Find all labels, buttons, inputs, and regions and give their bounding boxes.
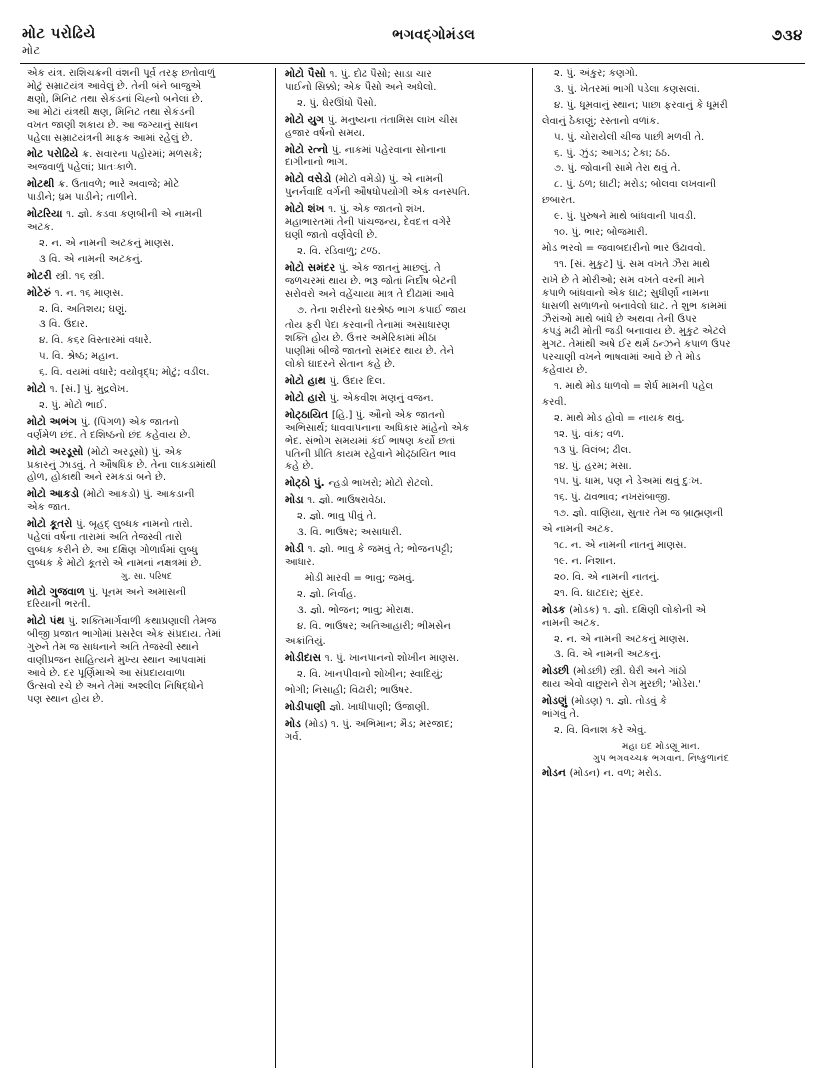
entry-definition: (મોડક) ૧. જ્ઞો. દક્ષિણી લોકોની એ	[569, 604, 707, 616]
dictionary-entry	[27, 287, 266, 301]
dictionary-entry	[542, 695, 780, 722]
entry-definition-continued: ગુરુને તેમ જ સાધનાને અતિ તેજસ્વી સ્થાને	[27, 642, 199, 654]
dictionary-entry	[27, 416, 266, 443]
dictionary-entry	[27, 518, 266, 582]
body-paragraph-line: એક યંત્ર. રાશિચક્રની વંશની પૂર્વ તરફ છતોવાળું	[27, 68, 216, 79]
entry-definition: ન્હડો ભાખરો; મોટો રોટલો.	[328, 478, 434, 490]
entry-definition: (મોડ) ૧. પું. અભિમાન; મૈડ; મરજાદ;	[304, 718, 454, 730]
entry-definition: ક્ર. ઉતાવળે; ભારે અવાજે; મોટે	[58, 179, 180, 191]
entry-sense	[285, 621, 523, 634]
entry-sense-text: ૪. વિ. ભાઉષર; અતિઆહારી; ભીમસેન	[297, 620, 451, 632]
entry-continuation	[542, 524, 780, 537]
entry-definition: પું. શક્તિમાર્ગવાળી કથાપ્રણાલી તેમજ	[68, 616, 217, 628]
entry-definition: (મોટો આકડો) પું. આકડાની	[82, 489, 195, 501]
entry-sense-text: ૨. વિ. અતિશય; ઘણું.	[39, 303, 128, 315]
entry-sense-text: ૧૨. પું. વાંક; વળ.	[554, 428, 625, 440]
entry-definition: પું. (પિંગળ) એક જાતનો	[80, 416, 180, 428]
dictionary-entry	[27, 446, 266, 486]
entry-sense	[285, 246, 523, 259]
dictionary-entry	[285, 375, 523, 389]
entry-definition-continued: હજાર વર્ષનો સમય.	[285, 127, 366, 139]
entry-continuation-line: પરચાણી વખને ભાષવામાં આવે છે તે મોડ	[542, 352, 701, 364]
entry-definition: (મોડણ) ૧. જ્ઞો. તોડવું કે	[570, 696, 667, 708]
entry-definition-continued: પહેલાં વર્ષના તારામાં અતિ તેજસ્વી તારો	[27, 532, 183, 544]
entry-definition-continued: પતિની પ્રીતિ કાયમ રહેવાને મોઢ્ઠાયિત ભાવ	[285, 448, 457, 460]
entry-continuation-line: પાણીમાં બીજે જાતનો સમંદર થાય છે. તેને	[285, 346, 455, 358]
entry-definition: [હિ.] પું. ઔનો એક જાતનો	[331, 409, 445, 421]
entry-sense	[542, 413, 780, 426]
entry-continuation-line: લેવાનું ઠેકાણું; રસ્તાનો વળાંક.	[542, 115, 660, 127]
entry-headword: મોટો સમંદર	[285, 261, 339, 274]
entry-headword: મોડક	[542, 603, 570, 616]
entry-sense-text: ૩. વિ. ભાઉષર; અસાધારી.	[297, 527, 402, 539]
entry-sense-text: ૨. ન. એ નામની અટકનું માણસ.	[554, 633, 690, 645]
entry-sense-text: ૨. વિ. ખાનપીવાનો શોખીન; સ્વાદિયું;	[297, 669, 444, 681]
entry-headword: મોટો પૈસો	[285, 68, 330, 80]
entry-sense	[27, 254, 266, 267]
entry-sense-text: ૨. પું. ઘેરઊંધો પૈસો.	[297, 97, 377, 109]
entry-definition-continued: પાઈનો સિક્કો; એક પૈસો અને અધેલો.	[285, 81, 437, 93]
entry-definition-continued: લુબ્ધક કે મોટો કૂતરો એ નામનાં નક્ષત્રમાં છે.	[27, 557, 202, 569]
body-paragraph	[27, 68, 266, 145]
entry-sense-text: ૨. વિ. રડિવાળુ; ટળ્ઠ.	[297, 245, 381, 257]
entry-definition: ૧. જ્ઞો. ભાવુ કે જમવું તે; ભોજનપટ્ટી;	[307, 544, 454, 555]
entry-sense-text: ૨. જ્ઞો. નિર્વાહ.	[297, 588, 357, 600]
entry-continuation-line: મુગટ. તેમાંથી અષે ઈર થર્મ ઠન્ઝને કપાળ ઉપર	[542, 339, 731, 351]
entry-sense	[542, 132, 780, 145]
entry-sense-text: ૩. પું. ખેતરમાં ભાગી પડેલા કણસલાં.	[554, 83, 700, 95]
entry-definition-continued: સરોવરો અને વહેંચાયા માત્ર તે દીઢામાં આવે	[285, 288, 455, 300]
entry-continuation	[285, 636, 523, 649]
entry-sense-text: ૫. પું. ચોરાયેલી ચીજ પાછી મળવી તે.	[554, 131, 705, 143]
entry-headword: મોડી	[285, 543, 308, 555]
dictionary-entry	[27, 178, 266, 205]
entry-headword: મોટો શંખ	[285, 203, 329, 216]
entry-continuation-line: તોય ફરી પેદા કરવાની તેનામાં અસાધારણ	[285, 320, 451, 332]
entry-continuation	[542, 116, 780, 129]
entry-continuation	[285, 320, 523, 372]
dictionary-entry	[285, 494, 523, 508]
entry-sense	[542, 649, 780, 662]
entry-sense	[27, 238, 266, 251]
entry-definition: (મોડછી) સ્ત્રી. ઘેરી અને ગાંઠો	[572, 666, 687, 678]
entry-sense-text: ૪. પું. ધૂમવાનું સ્થાન; પાછા ફરવાનું કે ધૂમરી	[554, 99, 728, 111]
entry-sense	[542, 556, 780, 569]
entry-sense-text: ૭. પું. જોવાની સામે તેરા થવું તે.	[554, 163, 681, 175]
entry-headword: મોટો કૂતરો	[27, 518, 76, 531]
entry-definition-continued: ઘણી જાતો વર્ણવેલી છે.	[285, 229, 378, 241]
dictionary-entry	[27, 383, 266, 397]
entry-sense-text: ૫. વિ. શ્રેષ્ઠ; મહાન.	[39, 351, 119, 363]
body-paragraph-line: પહેલા સમ્રાટયંત્રની માફક આમાં રહેલું છે.	[27, 132, 193, 144]
entry-continuation	[542, 195, 780, 208]
entry-sense-text: ૧૪. પું. હરમ; મસા.	[554, 460, 632, 472]
entry-headword: મોટેરું	[27, 286, 55, 299]
entry-definition-continued: થાય એવો વાછુરાને રોગ મુરછી; 'મોડેરા.'	[542, 679, 701, 691]
entry-continuation-line: શક્તિ હોય છે. ઉત્તર અમેરિકામાં મીઠા	[285, 333, 437, 345]
entry-phrase	[285, 573, 523, 586]
entry-definition: પું. પૂનમ અને અમાસની	[88, 586, 187, 598]
entry-definition-continued: દરિયાની ભરતી.	[27, 599, 91, 611]
entry-definition: પું. એકવીશ મણનું વજન.	[329, 392, 434, 404]
entry-definition: ક્ર. સવારના પહોરમાં; મળસકે;	[82, 149, 203, 161]
entry-definition: ૧. [સં.] પું. મુદ્રલેખ.	[49, 384, 129, 396]
entry-headword: મોડા	[285, 494, 308, 507]
entry-sense-text: ૨૦. વિ. એ નામની નાતનું.	[554, 571, 660, 583]
dictionary-entry	[27, 270, 266, 284]
dictionary-entry	[27, 615, 266, 706]
entry-definition-continued: એક જાત.	[27, 502, 71, 514]
entry-sense-text: ૨૧. વિ. ઘાટદાર; સુંદર.	[554, 587, 644, 599]
entry-headword: મોટો યુગ	[285, 113, 328, 126]
entry-headword: મોટો અરડૂસો	[27, 445, 88, 458]
entry-sense-text: ૧૧. [સં. મુકુટ] પું. સમ વખતે ઝૈરા માથે	[554, 258, 710, 270]
body-paragraph-line: વખત જાણી શકાય છે. આ જગ્યાનું સાધન	[27, 119, 199, 131]
entry-sense-text: ૧૮. ન. એ નામની નાતનું માણસ.	[554, 540, 687, 552]
entry-sense	[27, 400, 266, 413]
entry-headword: મોટો	[27, 383, 50, 396]
entry-phrase-text: મોડી મારવી = ભાવુ; જમવું.	[305, 572, 415, 584]
entry-sense	[542, 68, 780, 81]
entry-definition-continued: ગર્વ.	[285, 731, 302, 743]
entry-continuation-line: કપાળે બાંધવાનો એક ઘાટ; સુધીર્ણા નામના	[542, 287, 710, 299]
entry-sense-text: ૭. તેના શરીરનો ઘરશ્રેષ્ઠ ભાગ કપાઈ જાય	[297, 304, 467, 316]
entry-definition: ૧. જ્ઞો. કડવા કણબીની એ નામની	[66, 209, 203, 221]
entry-definition: (મોટો અરડૂસો) પું. એક	[87, 446, 183, 458]
entry-headword: મોટ્ઠો પું.	[285, 477, 329, 490]
entry-headword: મોટો વસેડો	[285, 173, 335, 186]
dictionary-entry	[285, 718, 523, 745]
entry-sense-text: ૮. પું. ઠળ; ઘાટી; મરોડ; બોલવા લખવાની	[554, 179, 717, 191]
entry-definition-continued: ભેદ. સંભોગ સમયમાં કંઈ ભાષણ કર્યો છતાં	[285, 435, 456, 447]
entry-sense-text: ૨. વિ. વિનાશ કરે એવું.	[554, 724, 647, 736]
entry-continuation-line: મોડ ભરવો = જવાબદારીનો ભાર ઉઢાવવો.	[542, 242, 706, 254]
entry-continuation-line: ધાસળી સળાળનો બનાવેલો ઘાટ. તે શુભ કામમાં	[542, 300, 727, 312]
entry-sense-text: ૨. પું. મોટો ભાઈ.	[39, 399, 108, 411]
entry-continuation	[285, 685, 523, 698]
entry-definition-continued: અભિસાર્થ; ધાવવાપનાના અધિકાર માંહેનો એક	[285, 422, 470, 434]
entry-headword: મોટો હારો	[285, 391, 330, 404]
entry-definition-continued: હોળ, હોકાથી અને રમકડાં બને છે.	[27, 472, 167, 484]
dictionary-entry	[285, 652, 523, 666]
dictionary-entry	[285, 543, 523, 570]
entry-continuation-line: કપડું મઢી મોતી જડી બનાવાય છે. મુકુટ એટલે	[542, 326, 727, 338]
entry-sense-text: ૧. માથે મોડ ધાળવો = શેર્ધ મામની પહેલ	[554, 381, 714, 393]
entry-definition-continued: વાણીપ્રજન સાહિત્યને મુખ્ય સ્થાન આપવામાં	[27, 655, 207, 667]
dictionary-entry	[285, 262, 523, 302]
entry-definition-continued: જળચરમાં થાય છે. ભરૂ જોતાં નિર્દોષ બેટની	[285, 275, 457, 287]
entry-definition-continued: કહે છે.	[285, 461, 314, 473]
entry-sense-text: ૬. વિ. વયમાં વધારે; વયોવૃદ્ધ; મોટું; વડીલ.	[39, 367, 210, 379]
entry-sense	[542, 429, 780, 442]
entry-sense	[285, 605, 523, 618]
entry-definition: સ્ત્રી. ૧૬ સ્ત્રી.	[55, 270, 105, 282]
entry-definition-continued: પણ સ્થાન હોય છે.	[27, 693, 104, 705]
entry-sense-text: ૬. પું. ઝુંડ; આગડ; ટેકા; ઠઠ.	[554, 147, 671, 159]
text-columns	[18, 68, 807, 1068]
entry-definition: પું. નાકમાં પહેરવાના સોનાના	[331, 144, 447, 156]
header-rule	[20, 63, 805, 64]
entry-definition-continued: નામની અટક.	[542, 617, 600, 629]
entry-headword: મોટ્ઠાયિત	[285, 408, 332, 421]
dictionary-entry	[27, 488, 266, 515]
entry-sense	[542, 508, 780, 521]
dictionary-entry	[27, 208, 266, 235]
entry-sense	[27, 367, 266, 380]
page-header	[18, 26, 807, 60]
dictionary-entry	[27, 148, 266, 175]
entry-definition: ૧. જ્ઞો. ભાઉષરાવેઠા.	[307, 495, 387, 507]
entry-definition-continued: વર્ણમેળ છંદ. તે દશિષ્ઠનો છંદ કહેવાય છે.	[27, 429, 191, 441]
entry-headword: મોડછી	[542, 665, 573, 678]
entry-sense	[542, 461, 780, 474]
entry-headword: મોટો ગુજવાળ	[27, 585, 89, 598]
entry-definition: ૧. પું. એક જાતનો શંખ.	[328, 204, 426, 216]
entry-sense-text: ૩. વિ. એ નામની અટકનું.	[554, 649, 662, 661]
entry-continuation-line: છબારત.	[542, 195, 576, 207]
dictionary-entry	[285, 114, 523, 141]
entry-headword: મોટ પરોઢિયે	[27, 148, 83, 161]
entry-headword: મોડણું	[542, 695, 571, 708]
entry-sense	[542, 381, 780, 394]
entry-definition-continued: આવે છે. દર પૂર્ણિમાએ આ સંપ્રદાયવાળા	[27, 668, 185, 680]
dictionary-entry	[285, 203, 523, 243]
entry-definition-continued: આધાર.	[285, 556, 315, 568]
entry-sense	[27, 319, 266, 332]
entry-sense-text: ૨. માથે મોડ હોવો = નાયક થવું.	[554, 412, 685, 424]
entry-sense	[542, 572, 780, 585]
dictionary-entry	[285, 173, 523, 200]
header-left-title: મોટ પરોઢિયે	[22, 26, 96, 42]
column-3	[532, 68, 789, 1068]
entry-definition-continued: પાડીને; ધ્રમ પાડીને; તાળીને.	[27, 192, 138, 204]
entry-definition-continued: ભાંગવું તે.	[542, 709, 580, 721]
entry-sense	[542, 100, 780, 113]
entry-headword: મોડીદાસ	[285, 652, 325, 665]
entry-continuation-line: લોકો ઘાદરને સેતાન કહે છે.	[285, 359, 396, 371]
entry-sense	[542, 227, 780, 240]
entry-definition: (મોડન) ન. વળ; મરોડ.	[569, 768, 662, 780]
entry-sense-text: ૧૯. ન. નિશાન.	[554, 556, 617, 567]
entry-sense-text: ૨. ન. એ નામની અટકનું માણસ.	[39, 237, 175, 249]
entry-definition-continued: મહાભારતમાં તેની પાંચજન્ય, દેવદત્ત વગેરે	[285, 217, 452, 229]
entry-definition: પું. બૃહદ્ લુબ્ધક નામનો તારો.	[75, 519, 193, 531]
entry-definition: (મોટો વમેડો) પું. એ નામની	[334, 174, 444, 186]
body-paragraph-line: આ મોટાં યંત્રથી ક્ષણ, મિનિટ તથા સેકંડની	[27, 106, 195, 118]
entry-sense-text: ૨. જ્ઞો. ભાવુ પીવું તે.	[297, 511, 377, 523]
entry-definition-continued: પ્રકારનું ઝાડવું. તે ઔષધિક છે. તેના લાકડામાંથી	[27, 459, 217, 471]
entry-sense-text: ૧૭. જ્ઞો. વાણિયા, સુતાર તેમ જ બ્રાહ્મણની	[554, 508, 724, 520]
entry-sense-text: ૩. જ્ઞો. ભોજન; ભાવુ; મોરાક્ષ.	[297, 604, 414, 616]
entry-sense-text: ૩ વિ. એ નામની અટકનું.	[39, 253, 143, 265]
entry-sense-text: ૯. પું. પુરુષને માથે બાંધવાની પાવડી.	[554, 211, 697, 223]
entry-definition: ૧. પું. ખાનપાનનો શોખીન માણસ.	[324, 653, 460, 665]
dictionary-entry	[285, 409, 523, 475]
entry-citation: ગુ. સા. પરિષદ	[120, 570, 173, 582]
verse-quotation	[542, 741, 780, 765]
entry-continuation-line: એ નામની અટક.	[542, 524, 614, 536]
dictionary-entry	[542, 767, 780, 781]
entry-definition-continued: બીજી પ્રજાત ભાગોમાં પ્રસરેલ એક સંપ્રદાય. તેમાં	[27, 629, 221, 641]
entry-sense	[285, 98, 523, 111]
entry-definition-continued: દાગીનાનો ભાગ.	[285, 157, 348, 169]
dictionary-entry	[542, 604, 780, 631]
entry-headword: મોટરી	[27, 269, 56, 282]
entry-sense	[27, 335, 266, 348]
entry-sense	[542, 445, 780, 458]
column-1	[18, 68, 275, 1068]
entry-continuation-line: રાખે છે તે મોરીઓ; સમ વખતે વરની માને	[542, 274, 705, 286]
entry-sense	[27, 304, 266, 317]
entry-sense	[27, 351, 266, 364]
entry-definition-continued: અજવાળું પહેલાં; પ્રાતઃકાળે.	[27, 162, 137, 174]
entry-sense-text: ૧૦. પું. ભાર; બોજમારી.	[554, 227, 648, 239]
entry-definition: જ્ઞો. ખાધીપાણી; ઉજાણી.	[329, 702, 430, 714]
entry-continuation	[542, 275, 780, 378]
entry-continuation	[542, 243, 780, 256]
entry-headword: મોટરિયા	[27, 208, 67, 221]
entry-continuation	[542, 397, 780, 410]
entry-headword: મોટથી	[27, 178, 59, 191]
entry-sense	[542, 179, 780, 192]
dictionary-entry	[285, 477, 523, 491]
entry-sense-text: ૧૩ પું. વિલંબ; ઢીલ.	[554, 444, 632, 456]
entry-headword: મોટો પંથ	[27, 615, 69, 628]
entry-sense	[285, 589, 523, 602]
entry-sense-text: ૧૫. પું. ધામ, પણ ને ડેઅમાં થવું દુઃખ.	[554, 476, 703, 488]
entry-sense-text: ૨. પું. અંકુર; કણગો.	[554, 68, 638, 79]
entry-sense	[542, 84, 780, 97]
entry-sense	[285, 305, 523, 318]
entry-sense	[285, 511, 523, 524]
entry-headword: મોડ	[285, 717, 305, 730]
dictionary-entry	[285, 68, 523, 95]
dictionary-entry	[285, 701, 523, 715]
entry-sense	[542, 588, 780, 601]
entry-continuation-line: કરવી.	[542, 396, 567, 408]
entry-sense	[542, 476, 780, 489]
entry-continuation-line: ઝૈરાંઓ માથે બાંધે છે અથવા તેની ઉપર	[542, 313, 697, 325]
page-number: ૭૩૪	[771, 26, 803, 44]
entry-sense	[542, 725, 780, 738]
entry-definition-continued: ઉત્સવો રચે છે અને તેમાં અશ્લીલ નિષિદ્ધોને	[27, 680, 204, 692]
entry-definition: પું. ઉદાર દિલ.	[329, 376, 386, 388]
dictionary-entry	[285, 144, 523, 171]
entry-definition-continued: પુનર્નવાદિ વર્ગની ઔષધોપયોગી એક વનસ્પતિ.	[285, 187, 471, 199]
entry-definition: પું. મનુષ્યના તંતામિસ લાખ ચીસ	[327, 114, 458, 126]
entry-headword: મોડીપાણી	[285, 701, 330, 714]
entry-headword: મોટો રત્નો	[285, 143, 332, 156]
entry-sense-text: ૩ વિ. ઉદાર.	[39, 319, 89, 331]
entry-sense-text: ૪. વિ. ક૬ર વિસ્તારમાં વધારે.	[39, 335, 152, 347]
entry-headword: મોટો હાથ	[285, 375, 330, 388]
entry-sense	[542, 634, 780, 647]
entry-definition: ૧. ન. ૧૬ માણસ.	[54, 287, 124, 299]
dictionary-entry	[27, 586, 266, 613]
entry-headword: મોટો અભંગ	[27, 415, 81, 428]
entry-sense	[285, 669, 523, 682]
entry-continuation-line: અક્રાંતિયું.	[285, 636, 326, 648]
body-paragraph-line: ક્ષણો, મિનિટ તથા સેકંડનાં ચિહ્નો બનેલાં છે.	[27, 93, 204, 105]
body-paragraph-line: મોટું સમ્રાટયંત્ર આવેલું છે. તેની બંને બાજુએ	[27, 80, 202, 92]
entry-sense	[542, 163, 780, 176]
dictionary-entry	[542, 665, 780, 692]
header-left	[22, 26, 96, 57]
entry-sense	[542, 492, 780, 505]
entry-sense	[542, 211, 780, 224]
entry-continuation-line: ભોગી; નિસાહી; વિઢારી; ભાઉષર.	[285, 685, 413, 697]
entry-sense	[285, 527, 523, 540]
column-2	[275, 68, 532, 1068]
entry-definition: ૧. પું. દોઢ પૈસો; સાડા ચાર	[329, 69, 432, 80]
entry-continuation-line: કહેવાય છે.	[542, 365, 588, 377]
entry-definition-continued: લુબ્ધક કરીને છે. આ દક્ષિણ ગોળાર્ધમાં લુબ્ધુ	[27, 545, 198, 556]
header-left-subtitle: મોટ	[22, 42, 41, 57]
entry-headword: મોટો આકડો	[27, 488, 83, 501]
entry-sense-text: ૧૬. પું. ઢાવભાવ; નખરાંબાજી.	[554, 492, 671, 504]
entry-sense	[542, 148, 780, 161]
entry-definition: પું. એક જાતનું માછલું. તે	[338, 262, 441, 274]
entry-sense	[542, 540, 780, 553]
verse-line: ગુપ ભગવચ્ચક્ર ભગવાન. નિષ્કુળાનંદ	[592, 752, 730, 764]
verse-line: મહા ઇદ મોડણૂ માન.	[621, 740, 700, 752]
dictionary-entry	[285, 392, 523, 406]
entry-definition-continued: અટક.	[27, 221, 54, 233]
entry-sense	[542, 259, 780, 272]
entry-headword: મોડન	[542, 767, 570, 780]
header-center-title: ભગવદ્ગોમંડલ	[392, 27, 476, 43]
